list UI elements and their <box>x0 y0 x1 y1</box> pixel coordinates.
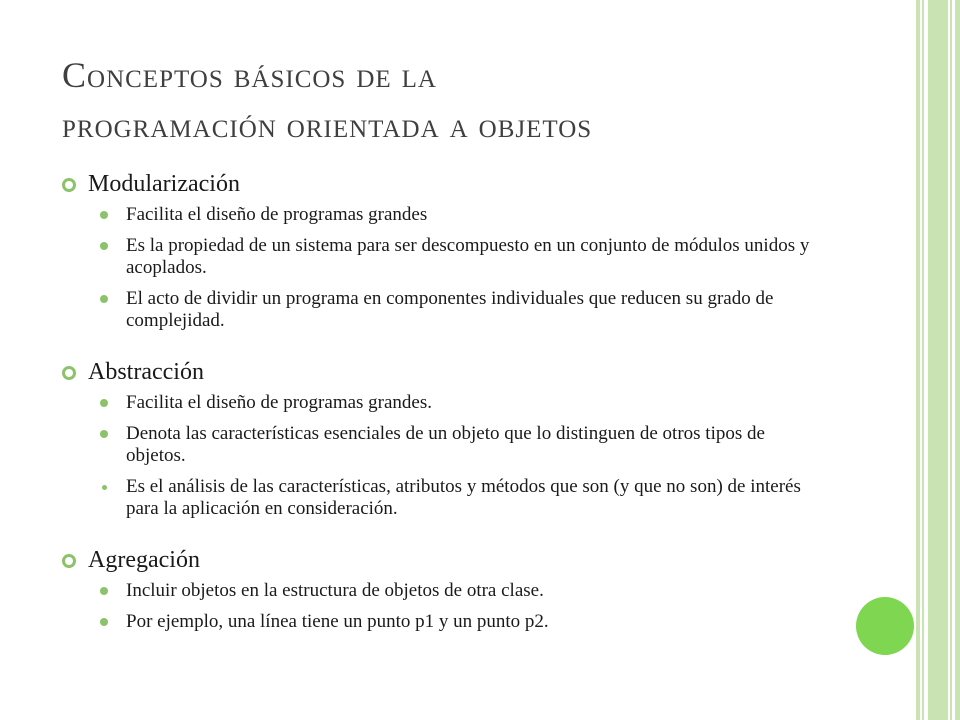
dot-bullet-icon <box>100 618 108 626</box>
list-item <box>62 392 822 414</box>
list-item-text: Es el análisis de las características, atributos y métodos que son (y que no son) de interés para la aplicación en consideración. <box>126 476 801 519</box>
list-item <box>62 580 822 602</box>
list-item-text: Denota las características esenciales de un objeto que lo distinguen de otros tipos de objetos. <box>126 423 765 466</box>
slide-title-line-1: Conceptos básicos de la <box>62 55 437 95</box>
stripe <box>955 0 960 720</box>
list-item <box>62 204 822 226</box>
dot-bullet-icon <box>100 295 108 303</box>
ring-bullet-icon <box>62 554 76 568</box>
dot-bullet-icon <box>100 430 108 438</box>
section-heading-text: Modularización <box>88 171 240 197</box>
list-item <box>62 476 822 520</box>
ring-bullet-icon <box>62 366 76 380</box>
dot-bullet-icon <box>100 587 108 595</box>
bullet-list <box>62 580 822 633</box>
slide-content <box>62 168 822 633</box>
dot-bullet-icon <box>100 211 108 219</box>
section-heading <box>62 356 822 388</box>
slide-title-line-2: programación orientada a objetos <box>62 105 593 145</box>
section-heading-text: Agregación <box>88 547 200 573</box>
dot-bullet-icon <box>100 242 108 250</box>
decorative-stripes <box>916 0 960 720</box>
section-heading <box>62 544 822 576</box>
list-item-text: Facilita el diseño de programas grandes. <box>126 392 433 413</box>
stripe <box>916 0 920 720</box>
list-item-text: El acto de dividir un programa en componentes individuales que reducen su grado de complejidad. <box>126 288 774 331</box>
section-heading-text: Abstracción <box>88 359 204 385</box>
dot-bullet-icon <box>102 485 107 490</box>
list-item <box>62 423 822 467</box>
dot-bullet-icon <box>100 399 108 407</box>
list-item-text: Facilita el diseño de programas grandes <box>126 204 428 225</box>
list-item <box>62 235 822 279</box>
list-item <box>62 611 822 633</box>
list-item-text: Incluir objetos en la estructura de objetos de otra clase. <box>126 580 544 601</box>
stripe <box>922 0 924 720</box>
green-circle-decoration <box>856 597 914 655</box>
list-item-text: Es la propiedad de un sistema para ser descompuesto en un conjunto de módulos unidos y acoplados. <box>126 235 810 278</box>
list-item <box>62 288 822 332</box>
stripe <box>950 0 952 720</box>
section-heading <box>62 168 822 200</box>
ring-bullet-icon <box>62 178 76 192</box>
slide-title <box>62 50 862 150</box>
bullet-list <box>62 392 822 520</box>
list-item-text: Por ejemplo, una línea tiene un punto p1 y un punto p2. <box>126 611 549 632</box>
bullet-list <box>62 204 822 332</box>
section-agregacion <box>62 544 822 633</box>
stripe <box>928 0 948 720</box>
section-modularizacion <box>62 168 822 332</box>
section-abstraccion <box>62 356 822 520</box>
